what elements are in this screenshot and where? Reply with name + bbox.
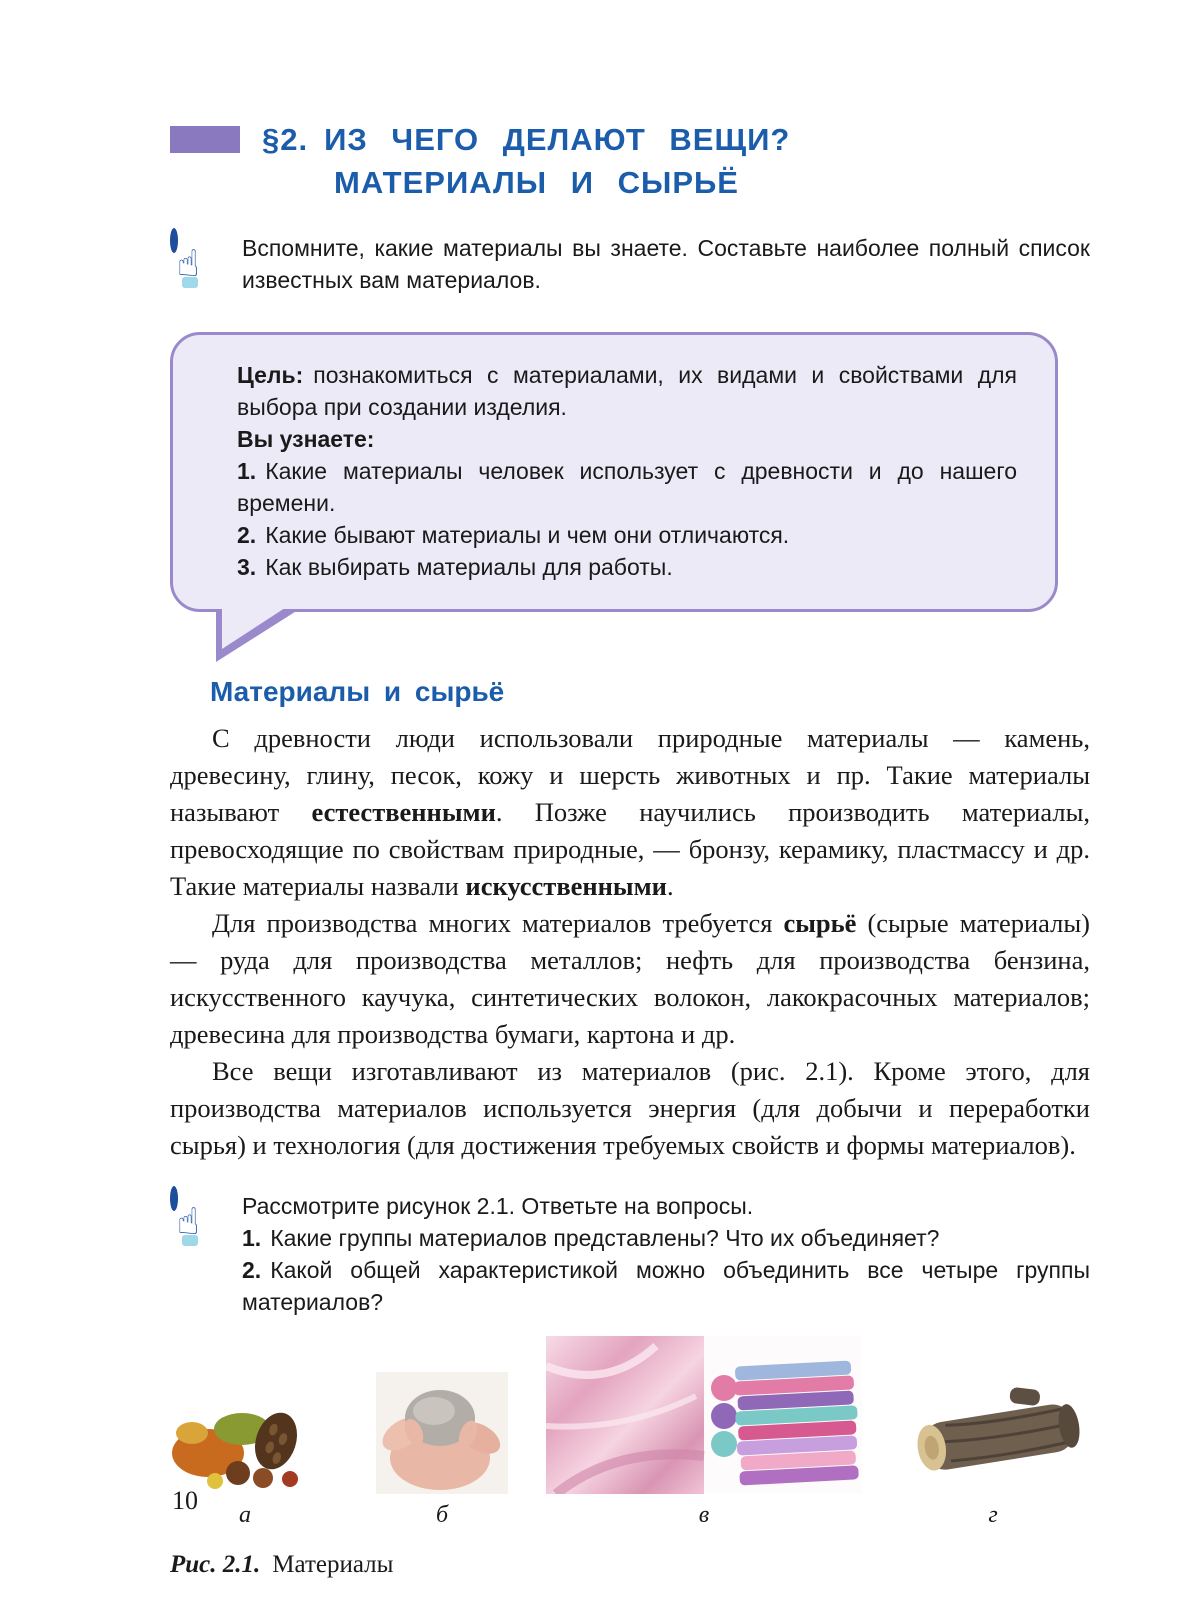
paragraph-3 (170, 1053, 1090, 1164)
question-number: 1. (242, 1225, 262, 1251)
figure-label: г (988, 1502, 998, 1528)
paragraph-text: Все вещи изготавливают из материалов (рис. 2.1). Кроме этого, для производства материалов используется энергия (для добычи и переработки сырья) и технология (для достижения требуемых свойств и формы материалов). (170, 1056, 1090, 1160)
paragraph-1 (170, 720, 1090, 905)
pointing-hand-icon: ☝ (177, 1200, 200, 1243)
paragraph-text: С древности люди использовали природные материалы — камень, древесину, глину, песок, кожу и шерсть животных и пр. Такие материалы называют (170, 723, 1090, 827)
figure-item-log (898, 1376, 1088, 1529)
paragraph-text: (сырые материалы) — руда для производства металлов; нефть для производства бензина, искусственного каучука, синтетических волокон, лакокрасочных материалов; древесина для производства бумаги, картона и др. (170, 908, 1090, 1049)
goal-bubble (170, 332, 1058, 612)
chapter-title-line2: МАТЕРИАЛЫ И СЫРЬЁ (334, 165, 740, 200)
goal-item-text: Какие бывают материалы и чем они отличаются. (265, 522, 790, 548)
goal-box (170, 332, 1058, 612)
goal-item (237, 455, 1017, 519)
question-number: 2. (242, 1257, 262, 1283)
figure-label: а (239, 1502, 251, 1528)
task-intro: Рассмотрите рисунок 2.1. Ответьте на вопросы. (242, 1193, 754, 1219)
tap-icon (170, 1190, 222, 1248)
figure-caption-text: Материалы (272, 1551, 394, 1578)
figure-questions-task (170, 1190, 1090, 1318)
section-heading: Материалы и сырьё (210, 676, 505, 707)
paragraph-text: . (666, 871, 674, 901)
goal-text: познакомиться с материалами, их видами и свойствами для выбора при создании изделия. (237, 362, 1017, 420)
goal-item-number: 1. (237, 458, 257, 484)
photo-wooden-log (898, 1376, 1088, 1494)
task-question (242, 1222, 1090, 1254)
figure-caption (170, 1551, 1090, 1579)
goal-item-number: 3. (237, 554, 257, 580)
photo-hands-with-clay (376, 1372, 508, 1494)
chapter-title-line1 (262, 118, 790, 161)
chapter-heading (170, 118, 1090, 204)
goal-item-number: 2. (237, 522, 257, 548)
recall-task-text: Вспомните, какие материалы вы знаете. Составьте наиболее полный список известных вам материалов. (242, 235, 1090, 293)
task-question (242, 1254, 1090, 1318)
figure-caption-label: Рис. 2.1. (170, 1551, 261, 1578)
question-text: Какие группы материалов представлены? Что их объединяет? (270, 1225, 940, 1251)
goal-item (237, 551, 1017, 583)
paragraph-text: . Позже научились производить материалы, превосходящие по свойствам природные, — бронзу, керамику, пластмассу и др. Такие материалы назвали (170, 797, 1090, 901)
section-number: §2. (262, 122, 309, 157)
tap-icon (170, 232, 222, 290)
term-raw-material: сырьё (783, 908, 857, 938)
figure-questions-body (242, 1190, 1090, 1318)
figure-label: б (435, 1502, 449, 1528)
learn-label: Вы узнаете: (237, 426, 375, 452)
chapter-title (262, 118, 790, 204)
goal-item-text: Как выбирать материалы для работы. (265, 554, 673, 580)
section-marker-bar (170, 126, 240, 153)
figure-item-textiles (546, 1336, 862, 1529)
goal-item-text: Какие материалы человек использует с древности и до нашего времени. (237, 458, 1017, 516)
photo-natural-materials (170, 1401, 320, 1494)
goal-item (237, 519, 1017, 551)
pointing-hand-icon: ☝ (177, 242, 200, 285)
paragraph-2 (170, 905, 1090, 1053)
figure-label: в (698, 1502, 710, 1528)
goal-line (237, 359, 1017, 423)
term-natural: естественными (311, 797, 496, 827)
figure-2-1 (170, 1336, 1090, 1529)
figure-item-clay (376, 1372, 508, 1529)
question-text: Какой общей характеристикой можно объединить все четыре группы материалов? (242, 1257, 1090, 1315)
bubble-tail (222, 606, 288, 649)
photo-fabrics (546, 1336, 862, 1494)
paragraph-text: Для производства многих материалов требуется (212, 908, 784, 938)
title-line1-text: ИЗ ЧЕГО ДЕЛАЮТ ВЕЩИ? (324, 122, 791, 157)
term-artificial: искусственными (465, 871, 667, 901)
page-number: 10 (172, 1486, 198, 1515)
recall-task-body (242, 232, 1090, 296)
goal-label: Цель: (237, 362, 304, 388)
recall-task (170, 232, 1090, 296)
